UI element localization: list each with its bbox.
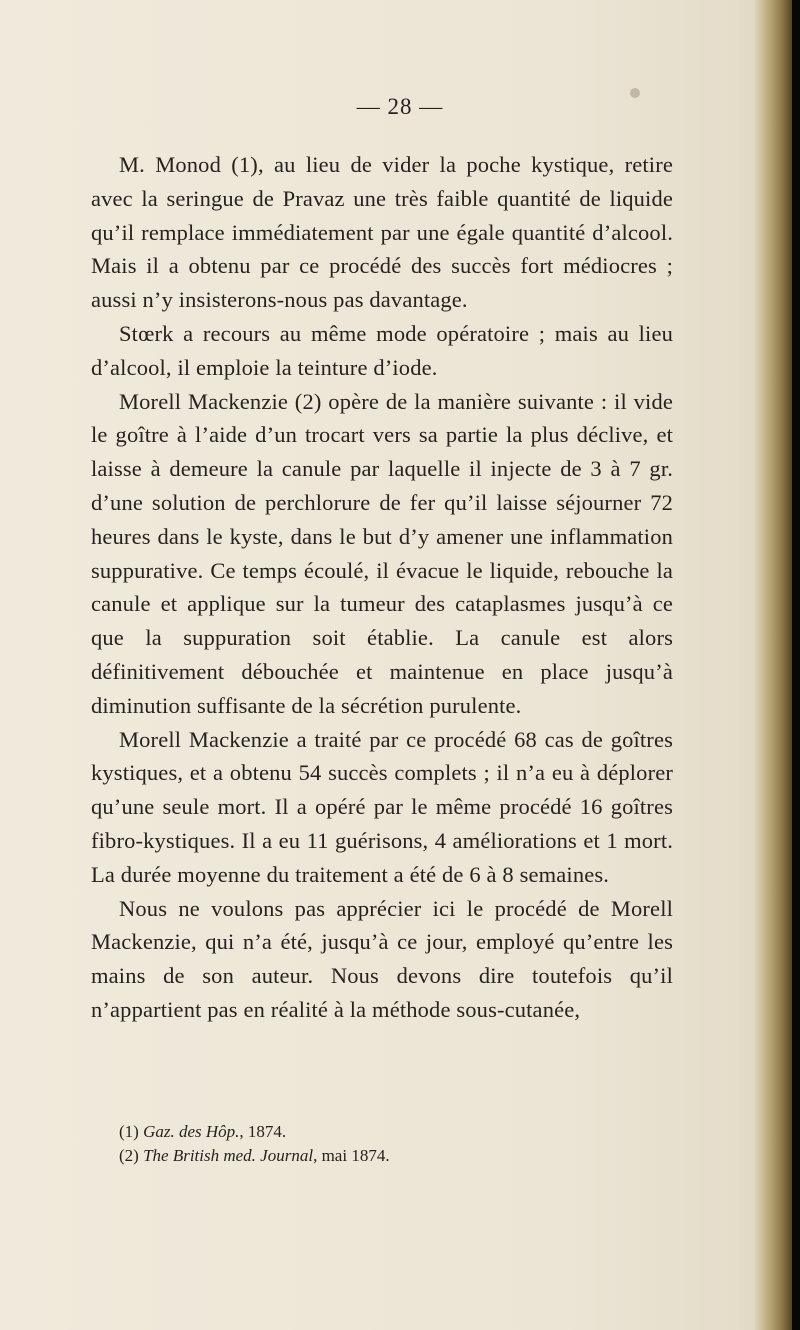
footnote-detail: , mai 1874. xyxy=(313,1146,390,1165)
paragraph-mackenzie-results: Morell Mackenzie a traité par ce procédé 68 cas de goîtres kystiques, et a obtenu 54 succès complets ; il n’a eu à déplorer qu’une seule mort. Il a opéré par le même procédé 16 goîtres fibro-kystiques. Il a eu 11 guérisons, 4 améliorations et 1 mort. La durée moyenne du traitement a été de 6 à 8 semaines. xyxy=(91,726,673,887)
footnote-2 xyxy=(119,1144,679,1168)
footnote-source: The British med. Journal xyxy=(143,1146,314,1165)
footnote-source: Gaz. des Hôp. xyxy=(143,1122,240,1141)
footnote-mark: (2) xyxy=(119,1146,139,1165)
body-text xyxy=(91,148,673,1027)
footnote-1 xyxy=(119,1120,679,1144)
footnote-mark: (1) xyxy=(119,1122,139,1141)
paragraph-conclusion: Nous ne voulons pas apprécier ici le procédé de Morell Mackenzie, qui n’a été, jusqu’à ce jour, employé qu’entre les mains de son auteur. Nous devons dire toutefois qu’il n’appartient pas en réalité à la méthode sous-cutanée, xyxy=(91,895,673,1022)
footnote-detail: , 1874. xyxy=(239,1122,287,1141)
paragraph-mackenzie-method: Morell Mackenzie (2) opère de la manière suivante : il vide le goître à l’aide d’un trocart vers sa partie la plus déclive, et laisse à demeure la canule par laquelle il injecte de 3 à 7 gr. d’une solution de perchlorure de fer qu’il laisse séjourner 72 heures dans le kyste, dans le but d’y amener une inflammation suppurative. Ce temps écoulé, il évacue le liquide, rebouche la canule et applique sur la tumeur des cataplasmes jusqu’à ce que la suppuration soit établie. La canule est alors définitivement débouchée et maintenue en place jusqu’à diminution suffisante de la sécrétion purulente. xyxy=(91,388,673,718)
page-number: — 28 — xyxy=(356,94,444,119)
paragraph-monod: M. Monod (1), au lieu de vider la poche kystique, retire avec la seringue de Pravaz une très faible quantité de liquide qu’il remplace immédiatement par une égale quantité d’alcool. Mais il a obtenu par ce procédé des succès fort médiocres ; aussi n’y insisterons-nous pas davantage. xyxy=(91,152,673,313)
book-spine-edge xyxy=(792,0,800,1330)
paragraph-stoerk: Stœrk a recours au même mode opératoire ; mais au lieu d’alcool, il emploie la teinture d’iode. xyxy=(91,320,673,380)
footnotes xyxy=(119,1120,679,1168)
